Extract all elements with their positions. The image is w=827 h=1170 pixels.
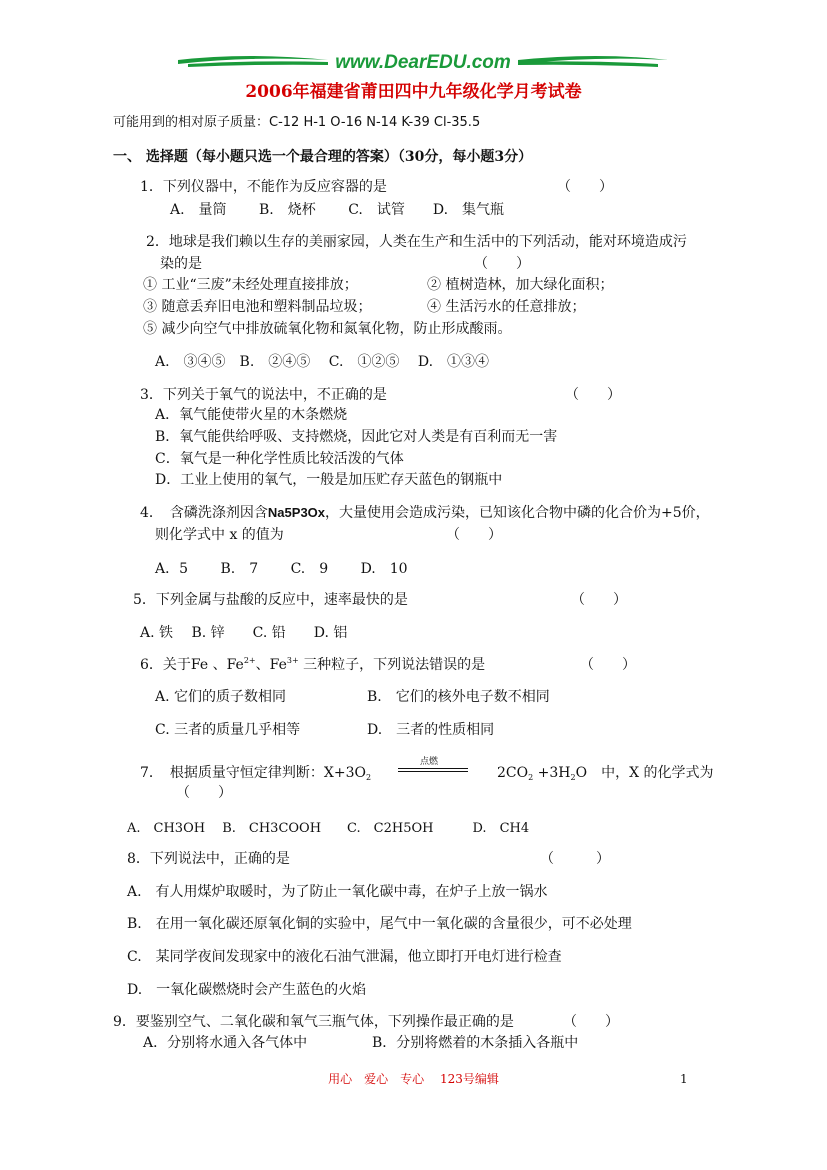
q6-stem: 6．关于Fe 、$Fe^{2+}$、$Fe^{3+}$ 三种粒子，下列说法错误的是 <box>140 656 486 673</box>
q3-stem: 3．下列关于氧气的说法中，不正确的是 <box>140 387 387 403</box>
reaction-condition: 点燃 <box>420 757 439 767</box>
q6-option-d: D. 三者的性质相同 <box>367 722 495 738</box>
q4-stem-a: 4． 含磷洗涤剂因含 <box>140 505 268 521</box>
q3-option-a: A．氧气能使带火星的木条燃烧 <box>155 407 348 423</box>
q9-answer-paren: （ ） <box>563 1014 619 1030</box>
q2-item-4: ④ 生活污水的任意排放； <box>427 299 586 315</box>
q2-item-3: ③ 随意丢弃旧电池和塑料制品垃圾； <box>143 299 372 315</box>
q7-options: A. CH3OH B. CH3COOH C. C2H5OH D. CH4 <box>127 821 530 836</box>
q4-stem <box>140 506 710 520</box>
reaction-arrow <box>398 757 468 778</box>
page-title: 2006年福建省莆田四中九年级化学月考试卷 <box>245 82 582 102</box>
page-number: 1 <box>680 1072 688 1086</box>
q4-formula: Na5P3Ox <box>267 505 326 520</box>
footer-text: 用心 爱心 专心 123号编辑 <box>328 1072 499 1086</box>
q5-answer-paren: （ ） <box>571 592 627 608</box>
q8-stem: 8．下列说法中，正确的是 <box>127 851 290 867</box>
q9-stem: 9．要鉴别空气、二氧化碳和氧气三瓶气体，下列操作最正确的是 <box>113 1014 514 1030</box>
q9-option-a: A．分别将水通入各气体中 <box>143 1035 308 1051</box>
logo-text: www.DearEDU.com <box>335 52 511 73</box>
q2-options: A. ③④⑤ B. ②④⑤ C. ①②⑤ D. ①③④ <box>155 354 490 370</box>
q4-stem-cont: 则化学式中 x 的值为 <box>155 527 284 543</box>
q6-option-a: A. 它们的质子数相同 <box>155 689 287 705</box>
q3-option-c: C．氧气是一种化学性质比较活泼的气体 <box>155 451 404 467</box>
q2-item-2: ② 植树造林，加大绿化面积； <box>427 277 614 293</box>
q8-answer-paren: （ ） <box>540 851 610 867</box>
atomic-mass-line: 可能用到的相对原子质量：C-12 H-1 O-16 N-14 K-39 Cl-35.5 <box>113 115 481 130</box>
q4-answer-paren: （ ） <box>446 527 502 543</box>
q8-option-b: B. 在用一氧化碳还原氧化铜的实验中，尾气中一氧化碳的含量很少，可不必处理 <box>127 916 632 932</box>
header-logo <box>178 48 668 82</box>
q3-option-b: B．氧气能供给呼吸、支持燃烧，因此它对人类是有百利而无一害 <box>155 429 558 445</box>
q2-stem-cont: 染的是 <box>160 256 202 272</box>
q7-stem: 7． 根据质量守恒定律判断：$X+3O_2$ <box>140 765 372 782</box>
q2-item-5: ⑤ 减少向空气中排放硫氧化物和氮氧化物，防止形成酸雨。 <box>143 321 512 337</box>
q8-option-a: A. 有人用煤炉取暖时，为了防止一氧化碳中毒，在炉子上放一锅水 <box>127 884 548 900</box>
section-heading: 一、 选择题（每小题只选一个最合理的答案）（30分，每小题3分） <box>113 149 533 165</box>
q5-stem: 5．下列金属与盐酸的反应中，速率最快的是 <box>133 592 408 608</box>
q8-option-c: C. 某同学夜间发现家中的液化石油气泄漏，他立即打开电灯进行检查 <box>127 949 562 965</box>
q9-option-b: B．分别将燃着的木条插入各瓶中 <box>372 1035 579 1051</box>
q5-options: A. 铁 B. 锌 C. 铅 D. 铝 <box>140 625 348 641</box>
q1-options: A. 量筒 B. 烧杯 C. 试管 D. 集气瓶 <box>170 202 505 218</box>
q8-option-d: D. 一氧化碳燃烧时会产生蓝色的火焰 <box>127 982 367 998</box>
q1-stem: 1．下列仪器中，不能作为反应容器的是 <box>140 179 387 195</box>
q7-products: $2CO_2 +3H_2O$ 中，X 的化学式为 <box>497 765 714 782</box>
q2-item-1: ① 工业“三废”未经处理直接排放； <box>143 277 358 293</box>
q4-options: A．5 B. 7 C. 9 D. 10 <box>155 561 408 577</box>
q7-answer-paren: （ ） <box>176 785 232 801</box>
q6-option-c: C. 三者的质量几乎相等 <box>155 722 301 738</box>
q6-option-b: B. 它们的核外电子数不相同 <box>367 689 550 705</box>
q3-option-d: D．工业上使用的氧气，一般是加压贮存天蓝色的钢瓶中 <box>155 472 503 488</box>
q2-stem: 2．地球是我们赖以生存的美丽家园，人类在生产和生活中的下列活动，能对环境造成污 <box>146 234 687 250</box>
q2-answer-paren: （ ） <box>474 256 530 272</box>
q6-answer-paren: （ ） <box>580 657 636 673</box>
q4-stem-b: ，大量使用会造成污染，已知该化合物中磷的化合价为+5价， <box>325 505 710 521</box>
q3-answer-paren: （ ） <box>565 387 621 403</box>
q1-answer-paren: （ ） <box>557 179 613 195</box>
